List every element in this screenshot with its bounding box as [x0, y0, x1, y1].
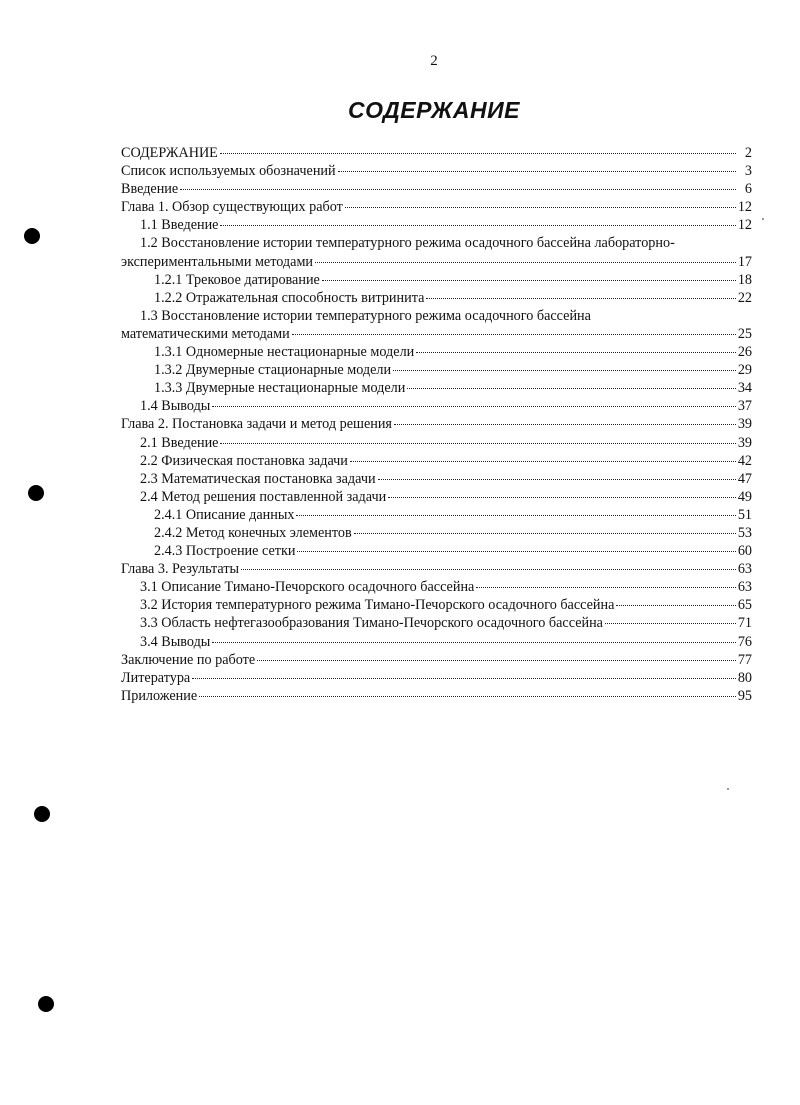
toc-entry[interactable] — [121, 452, 752, 470]
binder-hole — [24, 228, 40, 244]
toc-entry[interactable] — [121, 144, 752, 162]
toc-entry[interactable] — [121, 379, 752, 397]
toc-entry[interactable] — [121, 542, 752, 560]
dot-leader — [407, 388, 735, 389]
toc-entry-page-number: 26 — [737, 344, 752, 361]
toc-entry-label: 3.1 Описание Тимано-Печорского осадочного бассейна — [140, 579, 475, 596]
scan-speck — [727, 788, 729, 790]
toc-entry-page-number: 39 — [737, 434, 752, 451]
toc-entry[interactable] — [121, 271, 752, 289]
toc-entry-label: Глава 3. Результаты — [121, 561, 240, 578]
dot-leader — [257, 660, 736, 661]
toc-entry[interactable] — [121, 216, 752, 234]
document-title: СОДЕРЖАНИЕ — [347, 97, 521, 123]
toc-entry[interactable] — [121, 669, 752, 687]
toc-entry-label: 2.4.2 Метод конечных элементов — [154, 524, 352, 541]
toc-entry-page-number: 42 — [737, 452, 752, 469]
dot-leader — [292, 334, 736, 335]
toc-entry-label: экспериментальными методами — [121, 253, 314, 270]
toc-entry-page-number: 51 — [737, 506, 752, 523]
toc-entry-label: 1.3.3 Двумерные нестационарные модели — [154, 380, 406, 397]
toc-entry[interactable] — [121, 506, 752, 524]
toc-entry-page-number: 37 — [737, 398, 752, 415]
toc-entry[interactable] — [121, 651, 752, 669]
toc-entry-label: 1.1 Введение — [140, 217, 219, 234]
dot-leader — [350, 461, 736, 462]
dot-leader — [199, 696, 736, 697]
toc-entry-label: Введение — [121, 181, 179, 198]
toc-entry-label: 2.2 Физическая постановка задачи — [140, 452, 348, 469]
toc-entry-label: 1.3.1 Одномерные нестационарные модели — [154, 344, 415, 361]
toc-entry-page-number: 63 — [737, 561, 752, 578]
dot-leader — [393, 370, 736, 371]
toc-entry-lead-text: 1.2 Восстановление истории температурного режима осадочного бассейна лабораторно- — [140, 235, 675, 252]
toc-entry-page-number: 77 — [737, 651, 752, 668]
toc-entry[interactable] — [121, 524, 752, 542]
dot-leader — [220, 443, 735, 444]
toc-entry-label: 1.3.2 Двумерные стационарные модели — [154, 362, 392, 379]
toc-entry-label: 3.2 История температурного режима Тимано-Печорского осадочного бассейна — [140, 597, 615, 614]
toc-entry-lead-text: 1.3 Восстановление истории температурного режима осадочного бассейна — [140, 307, 591, 324]
dot-leader — [416, 352, 736, 353]
dot-leader — [345, 207, 736, 208]
binder-hole — [28, 485, 44, 501]
dot-leader — [241, 569, 736, 570]
toc-entry-label: 1.4 Выводы — [140, 398, 211, 415]
toc-entry[interactable] — [121, 325, 752, 343]
toc-entry[interactable] — [121, 162, 752, 180]
toc-entry-label: 3.3 Область нефтегазообразования Тимано-Печорского осадочного бассейна — [140, 615, 603, 632]
toc-entry[interactable] — [121, 434, 752, 452]
toc-entry-label: Литература — [121, 669, 191, 686]
toc-entry-label: 2.4 Метод решения поставленной задачи — [140, 488, 387, 505]
toc-entry-label: Приложение — [121, 687, 198, 704]
toc-entry-page-number: 6 — [744, 181, 752, 198]
toc-entry-page-number: 63 — [737, 579, 752, 596]
toc-entry-page-number: 17 — [737, 253, 752, 270]
toc-entry-page-number: 95 — [737, 687, 752, 704]
toc-entry-page-number: 80 — [737, 669, 752, 686]
toc-entry[interactable] — [121, 560, 752, 578]
dot-leader — [192, 678, 736, 679]
toc-entry[interactable] — [121, 343, 752, 361]
table-of-contents — [121, 144, 752, 705]
toc-entry-page-number: 65 — [737, 597, 752, 614]
dot-leader — [220, 225, 735, 226]
toc-entry-label: 1.2.2 Отражательная способность витринита — [154, 289, 425, 306]
toc-entry-label: Список используемых обозначений — [121, 163, 336, 180]
toc-entry-label: 2.3 Математическая постановка задачи — [140, 470, 376, 487]
toc-entry[interactable] — [121, 289, 752, 307]
dot-leader — [388, 497, 736, 498]
dot-leader — [212, 406, 735, 407]
dot-leader — [426, 298, 735, 299]
toc-entry-page-number: 3 — [744, 163, 752, 180]
dot-leader — [220, 153, 736, 154]
toc-entry-page-number: 53 — [737, 524, 752, 541]
dot-leader — [476, 587, 735, 588]
toc-entry[interactable] — [121, 470, 752, 488]
toc-entry-label: 3.4 Выводы — [140, 633, 211, 650]
toc-entry[interactable] — [121, 578, 752, 596]
dot-leader — [616, 605, 735, 606]
toc-entry-page-number: 18 — [737, 271, 752, 288]
page-number: 2 — [430, 53, 438, 69]
dot-leader — [394, 424, 736, 425]
toc-entry[interactable] — [121, 198, 752, 216]
toc-entry[interactable] — [121, 596, 752, 614]
toc-entry-label: Глава 2. Постановка задачи и метод решения — [121, 416, 392, 433]
toc-entry-page-number: 12 — [737, 199, 752, 216]
toc-entry-label: 1.2.1 Трековое датирование — [154, 271, 320, 288]
toc-entry-page-number: 25 — [737, 325, 752, 342]
toc-entry-label: СОДЕРЖАНИЕ — [121, 145, 218, 161]
binder-hole — [38, 996, 54, 1012]
scan-speck — [762, 218, 764, 220]
toc-entry-page-number: 49 — [737, 488, 752, 505]
toc-entry-page-number: 39 — [737, 416, 752, 433]
toc-entry[interactable] — [121, 397, 752, 415]
toc-entry[interactable] — [121, 361, 752, 379]
toc-entry-label: математическими методами — [121, 325, 290, 342]
toc-entry-page-number: 22 — [737, 289, 752, 306]
toc-entry-label: 2.4.1 Описание данных — [154, 506, 295, 523]
toc-entry-label: Заключение по работе — [121, 651, 256, 668]
toc-entry[interactable] — [121, 633, 752, 651]
toc-entry-page-number: 76 — [737, 633, 752, 650]
dot-leader — [180, 189, 736, 190]
toc-entry-page-number: 12 — [737, 217, 752, 234]
toc-entry-page-number: 29 — [737, 362, 752, 379]
toc-entry[interactable] — [121, 253, 752, 271]
toc-entry[interactable] — [121, 488, 752, 506]
toc-entry-label: 2.1 Введение — [140, 434, 219, 451]
dot-leader — [212, 642, 735, 643]
dot-leader — [297, 551, 735, 552]
dot-leader — [322, 280, 736, 281]
dot-leader — [605, 623, 736, 624]
binder-hole — [34, 806, 50, 822]
toc-entry-page-number: 2 — [744, 145, 752, 161]
toc-entry-label: 2.4.3 Построение сетки — [154, 543, 296, 560]
toc-entry[interactable] — [121, 614, 752, 632]
toc-entry-page-number: 60 — [737, 543, 752, 560]
toc-entry-page-number: 47 — [737, 470, 752, 487]
toc-entry-page-number: 71 — [737, 615, 752, 632]
toc-entry[interactable] — [121, 180, 752, 198]
toc-entry[interactable] — [121, 415, 752, 433]
dot-leader — [378, 479, 736, 480]
dot-leader — [354, 533, 736, 534]
toc-entry-page-number: 34 — [737, 380, 752, 397]
toc-entry-label: Глава 1. Обзор существующих работ — [121, 199, 343, 216]
dot-leader — [315, 262, 736, 263]
dot-leader — [296, 515, 735, 516]
dot-leader — [338, 171, 736, 172]
toc-entry[interactable] — [121, 687, 752, 705]
